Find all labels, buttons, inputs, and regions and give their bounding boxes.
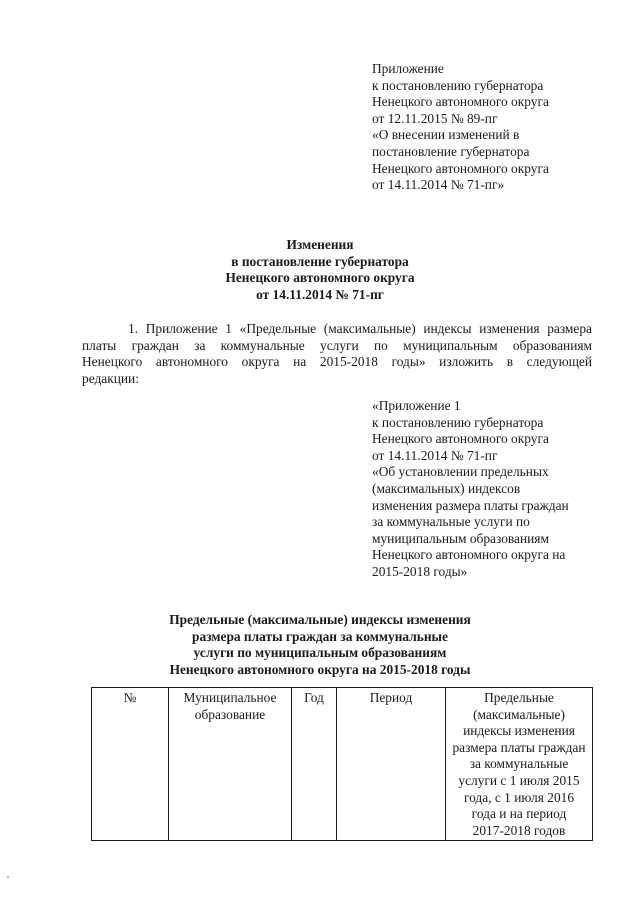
header-index-line: индексы изменения bbox=[463, 723, 575, 739]
header-period bbox=[337, 688, 446, 841]
changes-heading-line: Изменения bbox=[286, 237, 354, 252]
table-heading-line: услуги по муниципальным образованиям bbox=[193, 645, 447, 661]
header-index-line: года и на период bbox=[471, 806, 567, 822]
changes-heading-line: Ненецкого автономного округа bbox=[225, 270, 415, 286]
header-municipality bbox=[169, 688, 292, 841]
header-index bbox=[446, 688, 593, 841]
header-index-line: Предельные bbox=[484, 690, 554, 705]
header-number bbox=[92, 688, 169, 841]
indices-table bbox=[91, 687, 593, 841]
paragraph-line: платы граждан за коммунальные услуги по муниципальным образованиям bbox=[82, 337, 592, 353]
appendix-second-line: «Об установлении предельных bbox=[372, 464, 549, 480]
header-index-line: за коммунальные bbox=[469, 756, 569, 772]
appendix-top-line: Ненецкого автономного округа bbox=[372, 94, 549, 110]
header-period-text: Период bbox=[369, 690, 413, 705]
appendix-top-line: Ненецкого автономного округа bbox=[372, 160, 549, 176]
paragraph-line: Ненецкого автономного округа на 2015-2018 годы» изложить в следующей bbox=[82, 354, 592, 370]
header-index-line: услуги с 1 июля 2015 bbox=[458, 772, 580, 788]
appendix-second-line: за коммунальные услуги по bbox=[372, 514, 530, 530]
appendix-second-line: от 14.11.2014 № 71-пг bbox=[372, 447, 498, 463]
header-year bbox=[292, 688, 337, 841]
table-header-row bbox=[92, 688, 593, 841]
table-heading-line: Ненецкого автономного округа на 2015-2018 годы bbox=[169, 661, 471, 677]
appendix-reference-second bbox=[372, 398, 569, 581]
changes-heading-line: в постановление губернатора bbox=[231, 253, 409, 269]
changes-heading-line: от 14.11.2014 № 71-пг bbox=[256, 286, 384, 302]
appendix-second-line: к постановлению губернатора bbox=[372, 414, 544, 430]
appendix-top-line: «О внесении изменений в bbox=[372, 127, 520, 143]
appendix-top-line: постановление губернатора bbox=[372, 143, 530, 159]
header-municipality-line: Муниципальное bbox=[183, 690, 277, 705]
paragraph-line: 1. Приложение 1 «Предельные (максимальные) индексы изменения размера bbox=[128, 321, 592, 336]
appendix-top-line: к постановлению губернатора bbox=[372, 77, 544, 93]
header-year-text: Год bbox=[304, 690, 324, 705]
appendix-second-line: «Приложение 1 bbox=[372, 398, 461, 413]
appendix-second-line: муниципальным образованиям bbox=[372, 530, 549, 546]
appendix-second-line: Ненецкого автономного округа на bbox=[372, 547, 566, 563]
amendment-paragraph bbox=[82, 321, 592, 387]
table-heading bbox=[0, 612, 640, 678]
appendix-top-line: Приложение bbox=[372, 61, 444, 76]
appendix-top-line: от 12.11.2015 № 89-пг bbox=[372, 110, 498, 126]
scan-speck bbox=[7, 876, 9, 878]
header-index-line: (максимальные) bbox=[473, 706, 565, 722]
header-number-text: № bbox=[123, 690, 137, 705]
header-index-line: 2017-2018 годов bbox=[472, 822, 566, 838]
appendix-second-line: 2015-2018 годы» bbox=[372, 563, 468, 579]
appendix-top-line: от 14.11.2014 № 71-пг» bbox=[372, 177, 505, 193]
header-municipality-line: образование bbox=[194, 706, 266, 722]
paragraph-line: редакции: bbox=[82, 370, 139, 386]
appendix-reference-top bbox=[372, 61, 549, 194]
header-index-line: размера платы граждан bbox=[452, 739, 586, 755]
header-index-line: года, с 1 июля 2016 bbox=[463, 789, 575, 805]
appendix-second-line: изменения размера платы граждан bbox=[372, 497, 569, 513]
appendix-second-line: Ненецкого автономного округа bbox=[372, 431, 549, 447]
appendix-second-line: (максимальных) индексов bbox=[372, 480, 521, 496]
table-heading-line: Предельные (максимальные) индексы изменения bbox=[169, 612, 471, 627]
table-heading-line: размера платы граждан за коммунальные bbox=[192, 628, 448, 644]
changes-heading bbox=[0, 237, 640, 303]
